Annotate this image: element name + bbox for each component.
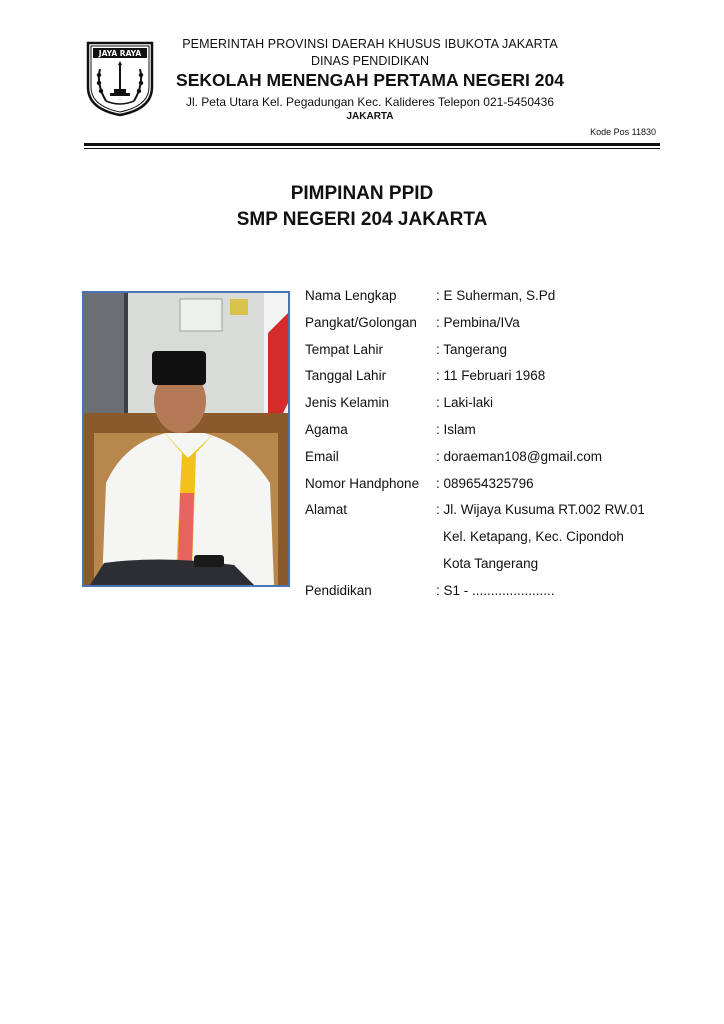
- email-label: Email: [305, 448, 339, 464]
- birthplace-label: Tempat Lahir: [305, 341, 384, 357]
- page-subtitle: SMP NEGERI 204 JAKARTA: [236, 209, 488, 230]
- letterhead-postal-code: Kode Pos 11830: [590, 127, 656, 137]
- gender-label: Jenis Kelamin: [305, 395, 390, 411]
- letterhead-divider-thin: [84, 148, 660, 149]
- address-line-3: Kota Tangerang: [443, 555, 539, 571]
- gender-value: : Laki-laki: [436, 395, 494, 411]
- birthdate-label: Tanggal Lahir: [305, 368, 387, 384]
- religion-value: : Islam: [436, 421, 476, 437]
- full-name-value: : E Suherman, S.Pd: [436, 288, 556, 303]
- rank-value: : Pembina/IVa: [436, 314, 520, 330]
- portrait-photo: [82, 291, 290, 587]
- letterhead-school-name: SEKOLAH MENENGAH PERTAMA NEGERI 204: [176, 70, 564, 90]
- birthdate-value: : 11 Februari 1968: [436, 368, 546, 384]
- page-title: PIMPINAN PPID: [290, 183, 434, 204]
- phone-label: Nomor Handphone: [305, 475, 420, 491]
- letterhead-city: JAKARTA: [346, 111, 394, 122]
- full-name-label: Nama Lengkap: [305, 288, 397, 303]
- rank-label: Pangkat/Golongan: [305, 314, 417, 330]
- education-value: : S1 - ......................: [436, 582, 555, 598]
- birthplace-value: : Tangerang: [436, 341, 508, 357]
- svg-text:JAYA RAYA: JAYA RAYA: [98, 49, 142, 58]
- letterhead-government: PEMERINTAH PROVINSI DAERAH KHUSUS IBUKOTA JAKARTA: [182, 37, 558, 51]
- jakarta-emblem-logo: [84, 39, 156, 117]
- education-label: Pendidikan: [305, 582, 372, 598]
- address-line-2: Kel. Ketapang, Kec. Cipondoh: [443, 529, 624, 545]
- letterhead-department: DINAS PENDIDIKAN: [310, 54, 430, 68]
- religion-label: Agama: [305, 421, 348, 437]
- address-label: Alamat: [305, 502, 348, 518]
- email-value: : doraeman108@gmail.com: [436, 448, 603, 464]
- phone-value: : 089654325796: [436, 475, 534, 491]
- letterhead-address: Jl. Peta Utara Kel. Pegadungan Kec. Kalideres Telepon 021-5450436: [185, 95, 555, 109]
- address-line-1: : Jl. Wijaya Kusuma RT.002 RW.01: [436, 502, 645, 518]
- letterhead-divider-thick: [84, 143, 660, 146]
